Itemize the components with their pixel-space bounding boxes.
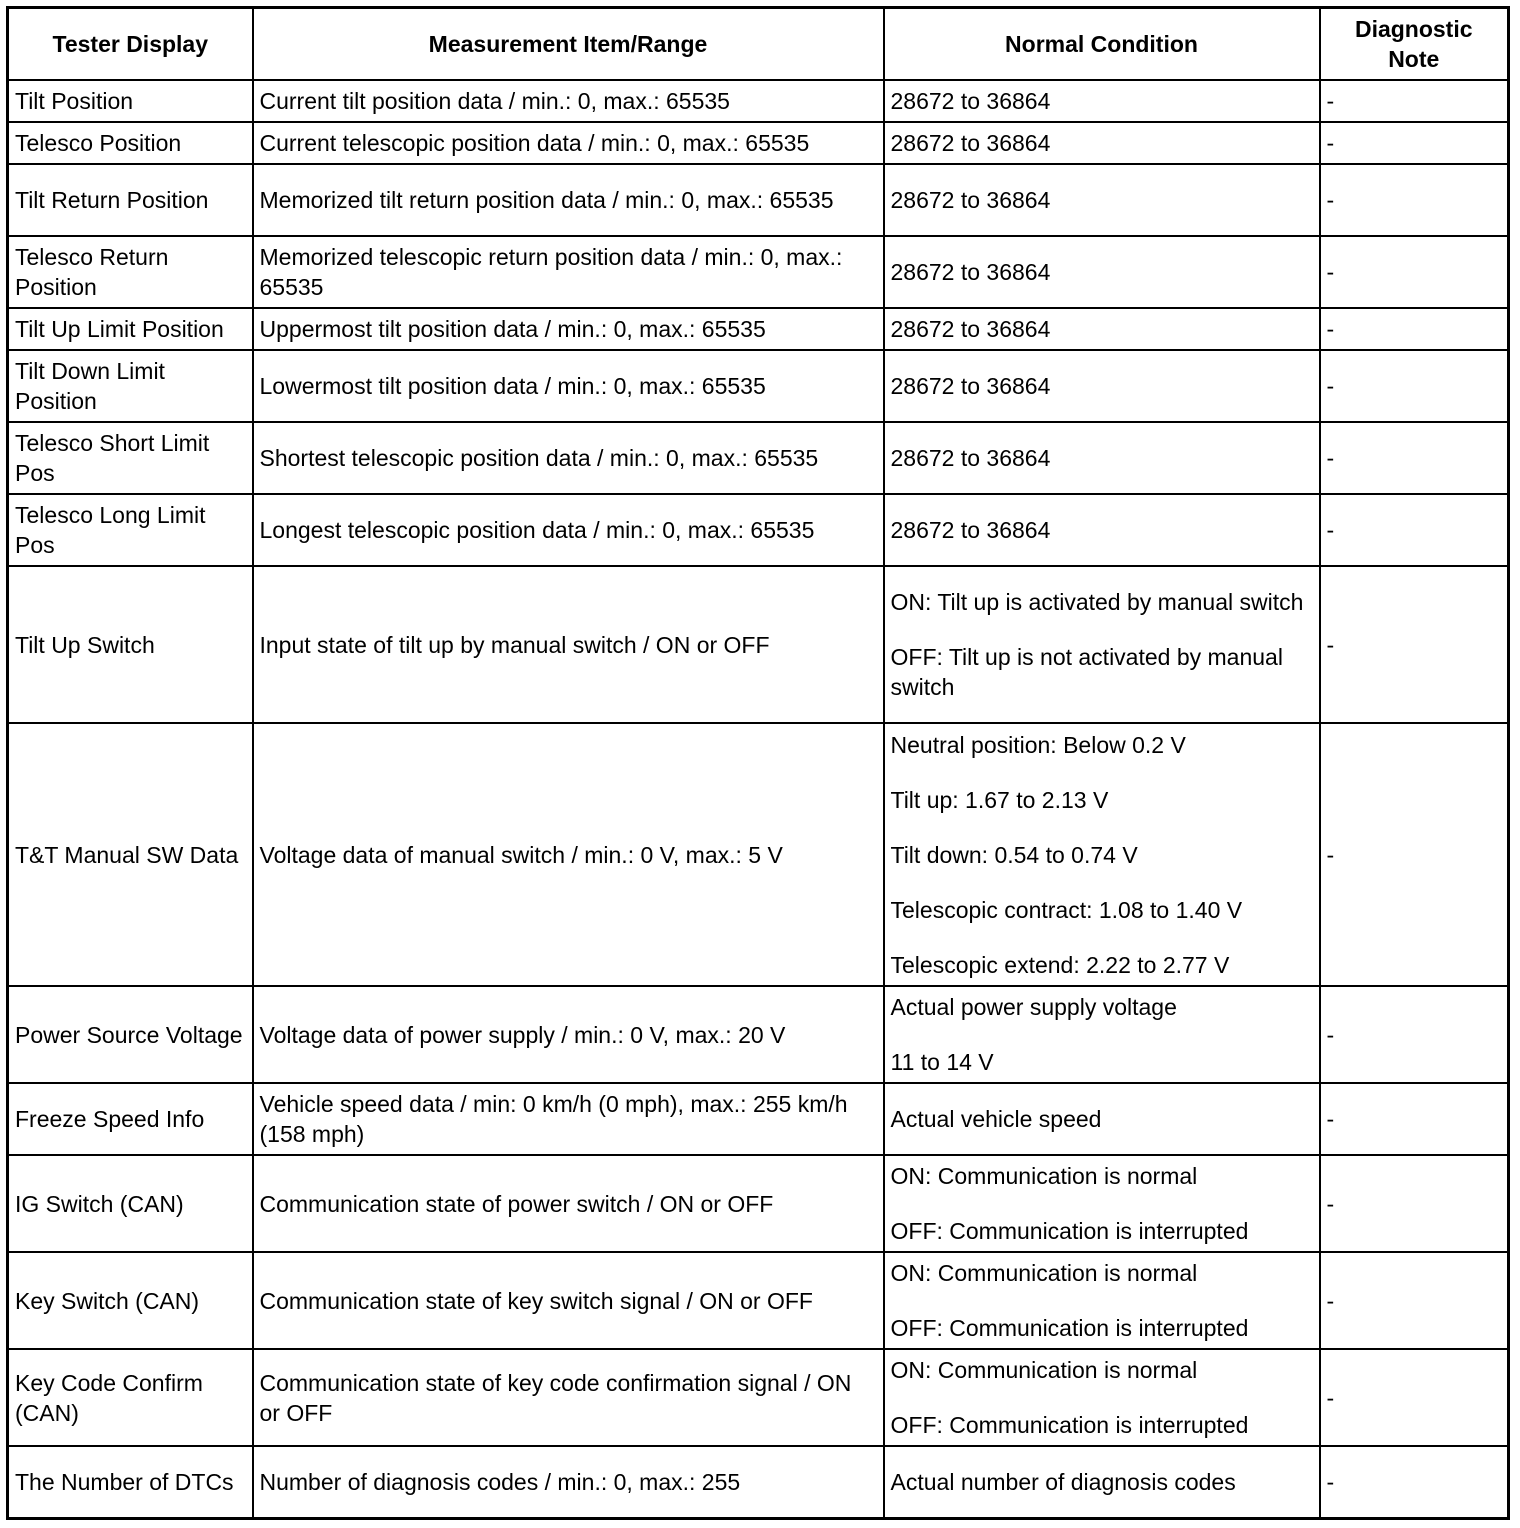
cell-diagnostic-note: - (1320, 1083, 1509, 1155)
cell-measurement: Communication state of key code confirmation signal / ON or OFF (253, 1349, 884, 1446)
table-header-row (8, 8, 1509, 81)
header-normal-condition: Normal Condition (884, 8, 1320, 81)
cell-diagnostic-note: - (1320, 1252, 1509, 1349)
header-diagnostic-note: Diagnostic Note (1320, 8, 1509, 81)
header-measurement: Measurement Item/Range (253, 8, 884, 81)
condition-line: 11 to 14 V (890, 1049, 994, 1075)
table-row (8, 1252, 1509, 1349)
cell-tester-display: Telesco Position (8, 122, 253, 164)
condition-line: 28672 to 36864 (890, 259, 1051, 285)
cell-normal-condition (884, 236, 1320, 308)
condition-line: ON: Communication is normal (890, 1260, 1198, 1286)
cell-normal-condition (884, 494, 1320, 566)
cell-measurement: Voltage data of power supply / min.: 0 V, max.: 20 V (253, 986, 884, 1083)
cell-tester-display: Telesco Short Limit Pos (8, 422, 253, 494)
cell-tester-display: Tilt Up Limit Position (8, 308, 253, 350)
cell-diagnostic-note: - (1320, 236, 1509, 308)
condition-line: ON: Communication is normal (890, 1357, 1198, 1383)
table-row (8, 80, 1509, 122)
cell-tester-display: Tilt Return Position (8, 164, 253, 236)
cell-measurement: Number of diagnosis codes / min.: 0, max.: 255 (253, 1446, 884, 1518)
cell-measurement: Uppermost tilt position data / min.: 0, max.: 65535 (253, 308, 884, 350)
cell-normal-condition (884, 80, 1320, 122)
condition-line: 28672 to 36864 (890, 130, 1051, 156)
cell-diagnostic-note: - (1320, 1446, 1509, 1518)
cell-measurement: Shortest telescopic position data / min.: 0, max.: 65535 (253, 422, 884, 494)
cell-diagnostic-note: - (1320, 1155, 1509, 1252)
condition-line: 28672 to 36864 (890, 187, 1051, 213)
table-row (8, 350, 1509, 422)
cell-normal-condition (884, 566, 1320, 723)
condition-line: OFF: Communication is interrupted (890, 1412, 1249, 1438)
cell-measurement: Input state of tilt up by manual switch / ON or OFF (253, 566, 884, 723)
condition-line: Neutral position: Below 0.2 V (890, 731, 1186, 758)
condition-line: 28672 to 36864 (890, 445, 1051, 471)
table-row (8, 494, 1509, 566)
condition-line: Actual number of diagnosis codes (890, 1468, 1236, 1495)
table-row (8, 1155, 1509, 1252)
cell-tester-display: T&T Manual SW Data (8, 723, 253, 986)
cell-diagnostic-note: - (1320, 164, 1509, 236)
condition-line: Tilt down: 0.54 to 0.74 V (890, 841, 1138, 868)
condition-line: OFF: Communication is interrupted (890, 1315, 1249, 1341)
cell-measurement: Lowermost tilt position data / min.: 0, max.: 65535 (253, 350, 884, 422)
cell-normal-condition (884, 1349, 1320, 1446)
cell-tester-display: Tilt Down Limit Position (8, 350, 253, 422)
cell-measurement: Voltage data of manual switch / min.: 0 V, max.: 5 V (253, 723, 884, 986)
table-row (8, 236, 1509, 308)
cell-tester-display: IG Switch (CAN) (8, 1155, 253, 1252)
cell-tester-display: Key Code Confirm (CAN) (8, 1349, 253, 1446)
cell-tester-display: Power Source Voltage (8, 986, 253, 1083)
cell-tester-display: Telesco Return Position (8, 236, 253, 308)
condition-line: Actual power supply voltage (890, 994, 1177, 1020)
table-row (8, 1083, 1509, 1155)
condition-line: Telescopic extend: 2.22 to 2.77 V (890, 951, 1230, 978)
cell-measurement: Vehicle speed data / min: 0 km/h (0 mph), max.: 255 km/h (158 mph) (253, 1083, 884, 1155)
condition-line: 28672 to 36864 (890, 88, 1051, 114)
cell-diagnostic-note: - (1320, 1349, 1509, 1446)
cell-measurement: Longest telescopic position data / min.: 0, max.: 65535 (253, 494, 884, 566)
cell-diagnostic-note: - (1320, 422, 1509, 494)
condition-line: 28672 to 36864 (890, 316, 1051, 342)
condition-line: Tilt up: 1.67 to 2.13 V (890, 786, 1109, 813)
condition-line: OFF: Tilt up is not activated by manual switch (890, 644, 1283, 700)
cell-diagnostic-note: - (1320, 122, 1509, 164)
cell-measurement: Communication state of power switch / ON or OFF (253, 1155, 884, 1252)
cell-measurement: Current tilt position data / min.: 0, max.: 65535 (253, 80, 884, 122)
cell-normal-condition (884, 122, 1320, 164)
condition-line: ON: Communication is normal (890, 1163, 1198, 1189)
data-list-table (6, 6, 1510, 1520)
condition-line: 28672 to 36864 (890, 373, 1051, 399)
table-row (8, 986, 1509, 1083)
cell-normal-condition (884, 350, 1320, 422)
condition-line: Actual vehicle speed (890, 1106, 1102, 1132)
cell-measurement: Current telescopic position data / min.: 0, max.: 65535 (253, 122, 884, 164)
table-row (8, 1446, 1509, 1518)
cell-normal-condition (884, 1446, 1320, 1518)
cell-diagnostic-note: - (1320, 494, 1509, 566)
cell-tester-display: Freeze Speed Info (8, 1083, 253, 1155)
cell-tester-display: The Number of DTCs (8, 1446, 253, 1518)
cell-normal-condition (884, 723, 1320, 986)
cell-tester-display: Telesco Long Limit Pos (8, 494, 253, 566)
cell-diagnostic-note: - (1320, 986, 1509, 1083)
cell-tester-display: Tilt Up Switch (8, 566, 253, 723)
cell-diagnostic-note: - (1320, 566, 1509, 723)
cell-tester-display: Key Switch (CAN) (8, 1252, 253, 1349)
table-row (8, 164, 1509, 236)
condition-line: ON: Tilt up is activated by manual switch (890, 589, 1304, 615)
condition-line: OFF: Communication is interrupted (890, 1218, 1249, 1244)
table-row (8, 723, 1509, 986)
cell-tester-display: Tilt Position (8, 80, 253, 122)
table-row (8, 566, 1509, 723)
cell-normal-condition (884, 1083, 1320, 1155)
table-row (8, 308, 1509, 350)
cell-measurement: Memorized telescopic return position data / min.: 0, max.: 65535 (253, 236, 884, 308)
cell-diagnostic-note: - (1320, 80, 1509, 122)
cell-normal-condition (884, 422, 1320, 494)
condition-line: Telescopic contract: 1.08 to 1.40 V (890, 896, 1243, 923)
cell-normal-condition (884, 164, 1320, 236)
cell-diagnostic-note: - (1320, 350, 1509, 422)
document (6, 6, 1510, 1520)
table-row (8, 422, 1509, 494)
cell-normal-condition (884, 308, 1320, 350)
cell-diagnostic-note: - (1320, 723, 1509, 986)
condition-line: 28672 to 36864 (890, 517, 1051, 543)
header-tester-display: Tester Display (8, 8, 253, 81)
cell-measurement: Memorized tilt return position data / min.: 0, max.: 65535 (253, 164, 884, 236)
table-row (8, 122, 1509, 164)
cell-diagnostic-note: - (1320, 308, 1509, 350)
cell-measurement: Communication state of key switch signal / ON or OFF (253, 1252, 884, 1349)
cell-normal-condition (884, 986, 1320, 1083)
cell-normal-condition (884, 1155, 1320, 1252)
cell-normal-condition (884, 1252, 1320, 1349)
table-row (8, 1349, 1509, 1446)
